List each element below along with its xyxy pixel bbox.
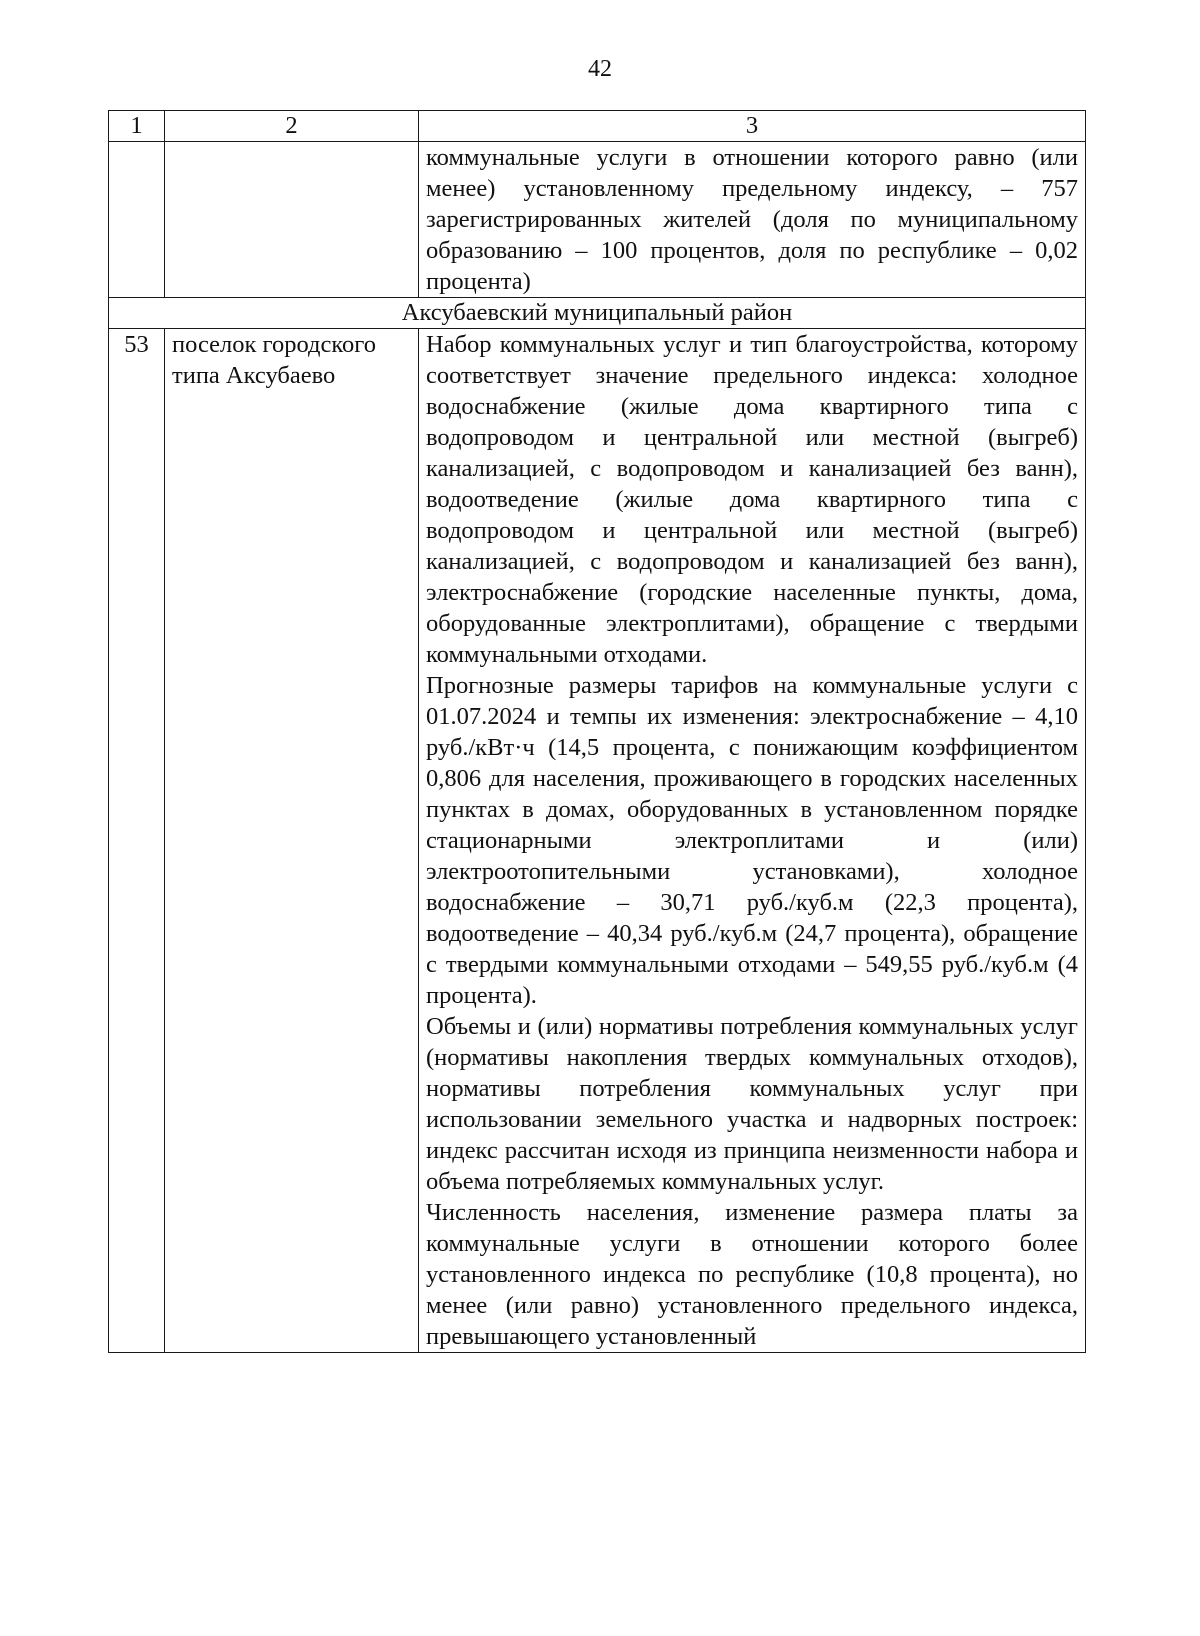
continuation-row xyxy=(109,142,1086,298)
row-description xyxy=(419,329,1086,1353)
paragraph-volumes: Объемы и (или) нормативы потребления коммунальных услуг (нормативы накопления твердых коммунальных отходов), нормативы потребления коммунальных услуг при использовании земельного участка и надворных построек: индекс рассчитан исходя из принципа неизменности набора и объема потребляемых коммунальных услуг. xyxy=(426,1013,1078,1195)
header-col-2: 2 xyxy=(165,111,419,142)
paragraph-services-set: Набор коммунальных услуг и тип благоустройства, которому соответствует значение предельного индекса: холодное водоснабжение (жилые дома квартирного типа с водопроводом и центральной или местной (выгреб) канализацией, с водопроводом и канализацией без ванн), водоотведение (жилые дома квартирного типа с водопроводом и центральной или местной (выгреб) канализацией, с водопроводом и канализацией без ванн), электроснабжение (городские населенные пункты, дома, оборудованные электроплитами), обращение с твердыми коммунальными отходами. xyxy=(426,331,1078,668)
header-col-1: 1 xyxy=(109,111,165,142)
table-row xyxy=(109,329,1086,1353)
region-row xyxy=(109,298,1086,329)
paragraph-tariffs: Прогнозные размеры тарифов на коммунальные услуги с 01.07.2024 и темпы их изменения: электроснабжение – 4,10 руб./кВт·ч (14,5 процента, с понижающим коэффициентом 0,806 для населения, проживающего в городских населенных пунктах в домах, оборудованных в установленном порядке стационарными электроплитами и (или) электроотопительными установками), холодное водоснабжение – 30,71 руб./куб.м (22,3 процента), водоотведение – 40,34 руб./куб.м (24,7 процента), обращение с твердыми коммунальными отходами – 549,55 руб./куб.м (4 процента). xyxy=(426,672,1078,1009)
continuation-locality-cell xyxy=(165,142,419,298)
header-col-3: 3 xyxy=(419,111,1086,142)
row-number: 53 xyxy=(109,329,165,1353)
tariff-table xyxy=(108,110,1086,1353)
page-number: 42 xyxy=(588,56,612,82)
continuation-number-cell xyxy=(109,142,165,298)
continuation-text-cell: коммунальные услуги в отношении которого равно (или менее) установленному предельному индексу, – 757 зарегистрированных жителей (доля по муниципальному образованию – 100 процентов, доля по республике – 0,02 процента) xyxy=(419,142,1086,298)
paragraph-population: Численность населения, изменение размера платы за коммунальные услуги в отношении которого более установленного индекса по республике (10,8 процента), но менее (или равно) установленного предельного индекса, превышающего установленный xyxy=(426,1199,1078,1350)
region-title: Аксубаевский муниципальный район xyxy=(109,298,1086,329)
table-header-row xyxy=(109,111,1086,142)
row-locality: поселок городского типа Аксубаево xyxy=(165,329,419,1353)
